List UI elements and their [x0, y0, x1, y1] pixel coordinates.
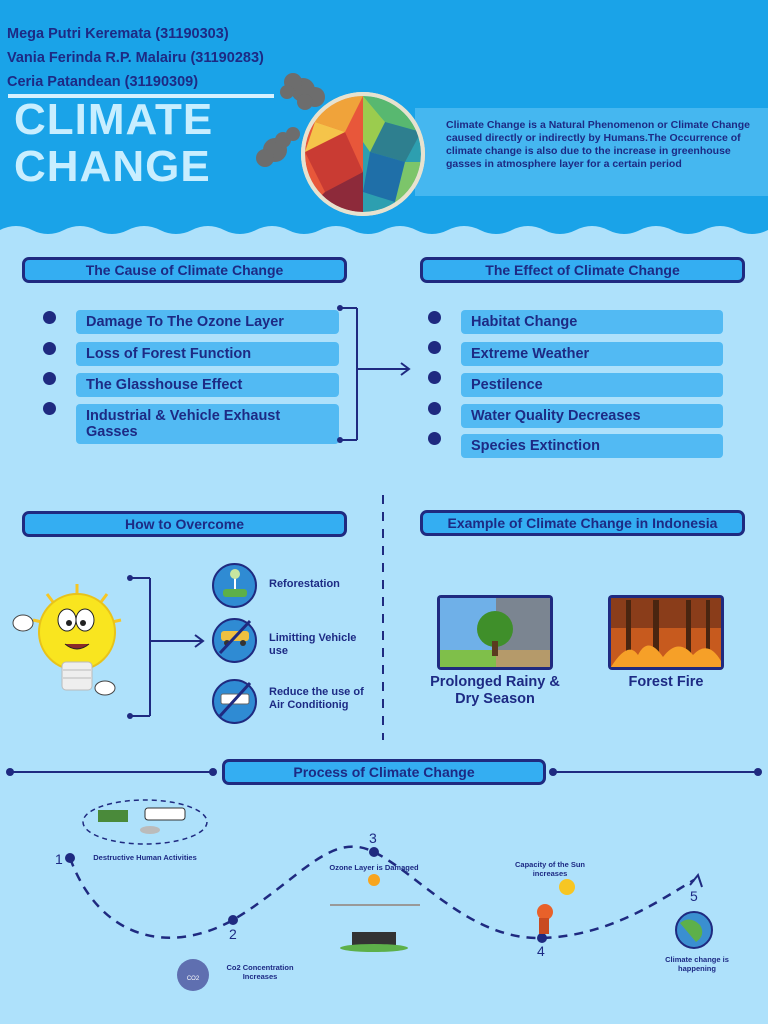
process-step-number: 5	[690, 888, 698, 904]
overcome-heading: How to Overcome	[22, 511, 347, 537]
effect-item: Pestilence	[461, 373, 723, 397]
rainy-dry-season-image	[437, 595, 553, 670]
cause-effect-arrow	[330, 300, 420, 450]
indonesia-caption: Forest Fire	[628, 674, 704, 690]
process-step-number: 3	[369, 830, 377, 846]
effect-item: Extreme Weather	[461, 342, 723, 366]
cause-item: Damage To The Ozone Layer	[76, 310, 339, 334]
author-2: Vania Ferinda R.P. Malairu (31190283)	[7, 50, 264, 66]
effect-bullet	[428, 402, 441, 415]
overcome-item: Reforestation	[269, 578, 340, 590]
title-line-2: CHANGE	[14, 142, 211, 191]
process-step-label: Climate change is happening	[665, 955, 729, 973]
cause-bullet	[43, 342, 56, 355]
effect-heading: The Effect of Climate Change	[420, 257, 745, 283]
intro-text: Climate Change is a Natural Phenomenon or Climate Change caused directly or indirectly by Humans.The Occurrence of climate change is also due to the increase in greenhouse gasses in atmosphere layer for a certain period	[446, 119, 750, 170]
effect-item: Habitat Change	[461, 310, 723, 334]
earth-globe-icon	[245, 62, 435, 222]
indonesia-caption: Prolonged Rainy & Dry Season	[430, 674, 560, 707]
process-step-number: 2	[229, 926, 237, 942]
cause-bullet	[43, 311, 56, 324]
effect-bullet	[428, 371, 441, 384]
page-title	[14, 96, 213, 190]
overcome-item: Reduce the use of Air Conditionig	[269, 686, 364, 711]
process-curve	[0, 790, 768, 1024]
cause-item: The Glasshouse Effect	[76, 373, 339, 397]
process-step-label: Capacity of the Sun increases	[514, 860, 585, 878]
indonesia-heading: Example of Climate Change in Indonesia	[420, 510, 745, 536]
cause-bullet	[43, 372, 56, 385]
authors-list	[7, 22, 264, 94]
author-1: Mega Putri Keremata (31190303)	[7, 26, 229, 42]
cause-item: Loss of Forest Function	[76, 342, 339, 366]
process-step-number: 1	[55, 851, 63, 867]
effect-bullet	[428, 341, 441, 354]
effect-item: Species Extinction	[461, 434, 723, 458]
overcome-arrow	[120, 570, 210, 720]
wave-divider	[0, 222, 768, 252]
cause-item: Industrial & Vehicle Exhaust Gasses	[76, 404, 339, 444]
cause-heading: The Cause of Climate Change	[22, 257, 347, 283]
forest-fire-image	[608, 595, 724, 670]
process-step-number: 4	[537, 943, 545, 959]
effect-item: Water Quality Decreases	[461, 404, 723, 428]
cause-bullet	[43, 402, 56, 415]
effect-bullet	[428, 311, 441, 324]
section-divider	[380, 495, 386, 740]
effect-bullet	[428, 432, 441, 445]
process-heading: Process of Climate Change	[222, 759, 546, 785]
process-step-label: Destructive Human Activities	[93, 853, 197, 862]
co2-cloud-icon: CO2	[186, 976, 200, 982]
author-3: Ceria Patandean (31190309)	[7, 74, 199, 90]
process-step-label: Co2 Concentration Increases	[226, 963, 294, 981]
process-step-label: Ozone Layer is Damaged	[329, 863, 419, 872]
title-line-1: CLIMATE	[14, 95, 214, 144]
overcome-item: Limitting Vehicle use	[269, 632, 357, 657]
